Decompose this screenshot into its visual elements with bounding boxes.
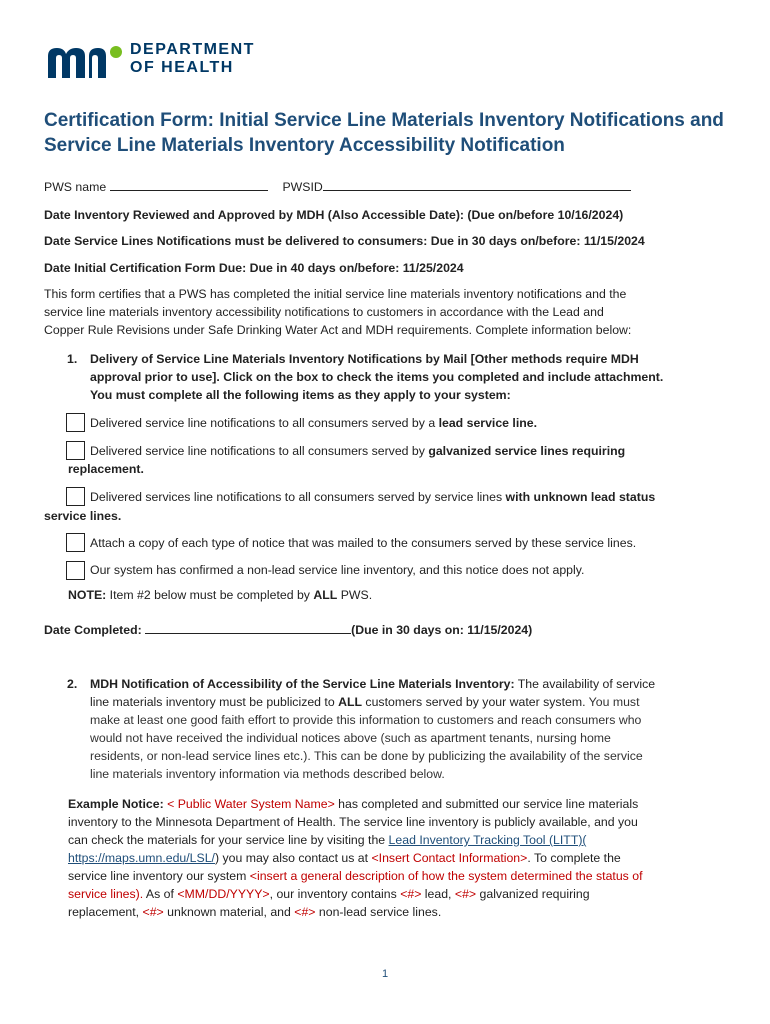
pwsid-field[interactable] [323,178,631,191]
litt-url-link[interactable]: https://maps.umn.edu/LSL/ [68,851,215,865]
mn-logo-icon [44,42,126,82]
checkbox-attach-copy[interactable] [66,533,85,552]
example-placeholder: <#> [294,905,316,919]
section2-bold: ALL [338,695,363,709]
intro-line: Copper Rule Revisions under Safe Drinking Water Act and MDH requirements. Complete information below: [44,323,632,337]
checkbox-unknown-lines[interactable] [66,487,85,506]
notifications-due: : Due in 30 days on/before: 11/15/2024 [423,234,645,248]
section1-line: approval prior to use]. Click on the box to check the items you completed and include attachment. [90,370,664,384]
checkbox-lead-lines[interactable] [66,413,85,432]
note [68,586,372,604]
section2-line: make at least one good faith effort to provide this information to customers and reach consumers who [90,713,642,727]
section1-number: 1. [67,352,78,366]
example-text: As of [143,887,178,901]
date-completed-label: Date Completed: [44,623,146,637]
example-text: galvanized requiring [476,887,590,901]
section2-line: would not have received the individual notices above (such as apartment tenants, nursing home [90,731,611,745]
item-text: Delivered service line notifications to all consumers served by [90,444,429,458]
example-text: unknown material, and [163,905,295,919]
note-text: Item #2 below must be completed by [106,588,314,602]
item-bold: with unknown lead status [505,490,656,504]
checkbox-galvanized-lines[interactable] [66,441,85,460]
example-text: non-lead service lines. [315,905,442,919]
section1-heading [90,350,740,404]
example-placeholder: <#> [454,887,477,901]
example-label: Example Notice: [68,797,164,811]
title-line-1: Certification Form: Initial Service Line Materials Inventory Notifications and [44,110,724,131]
example-text: service line inventory our system [68,869,250,883]
item-text: Delivered service line notifications to all consumers served by a [90,416,439,430]
page-number: 1 [381,968,389,980]
section2-text: You must [585,695,640,709]
item-unknown-cont: service lines. [44,509,122,523]
example-placeholder: <Insert Contact Information> [371,851,528,865]
section1-line: Delivery of Service Line Materials Inventory Notifications by Mail [Other methods require MDH [90,352,639,366]
org-name [130,42,255,76]
example-placeholder: <#> [400,887,422,901]
section2-line: line materials inventory information via methods described below. [90,767,445,781]
example-line [68,903,740,921]
example-placeholder: < Public Water System Name> [163,797,335,811]
section2-text: line materials inventory must be publicized to [90,695,339,709]
item-text: Delivered services line notifications to all consumers served by service lines [90,490,506,504]
example-line [68,795,740,813]
example-placeholder: <insert a general description of how the system determined the status of [249,869,643,883]
intro-paragraph [44,285,734,339]
example-line [68,831,740,849]
example-notice [68,795,740,921]
section2-body [90,675,740,783]
item-bold: galvanized service lines requiring [428,444,626,458]
example-text: has completed and submitted our service line materials [334,797,639,811]
pws-name-field[interactable] [110,178,268,191]
section2-number: 2. [67,677,78,691]
example-text: , our inventory contains [269,887,401,901]
example-text: ) you may also contact us at [214,851,372,865]
intro-line: This form certifies that a PWS has completed the initial service line materials inventory notifications and the [44,287,627,301]
example-line: inventory to the Minnesota Department of Health. The service line inventory is publicly available, and you [68,815,638,829]
item-lead-lines [90,414,537,432]
item-non-lead: Our system has confirmed a non-lead service line inventory, and this notice does not apply. [90,563,585,577]
section1-line: You must complete all the following items as they apply to your system: [90,388,511,402]
date-cert-due: Date Initial Certification Form Due: Due in 40 days on/before: 11/25/2024 [44,261,464,275]
date-completed-due: (Due in 30 days on: 11/15/2024) [351,623,533,637]
notifications-label: Date Service Lines Notifications must be delivered to consumers [44,234,424,248]
example-line [68,885,740,903]
date-completed [44,621,532,639]
section2-text: The availability of service [514,677,656,691]
item-unknown-lines [90,488,655,506]
section2-text: customers served by your water system. [362,695,586,709]
item-galvanized-lines [90,442,625,460]
pws-fields [44,178,631,196]
pwsid-label: PWSID [282,180,323,194]
pws-name-label: PWS name [44,180,107,194]
section2-line [90,675,740,693]
checkbox-non-lead[interactable] [66,561,85,580]
page-title [44,108,734,158]
example-text: can check the materials for your service line by visiting the [68,833,389,847]
note-text: PWS. [337,588,373,602]
example-text: replacement, [68,905,143,919]
date-notifications [44,232,645,250]
org-line-1: DEPARTMENT [130,41,255,58]
date-completed-field[interactable] [145,621,351,634]
title-line-2: Service Line Materials Inventory Accessibility Notification [44,135,565,156]
example-placeholder: <MM/DD/YYYY> [177,887,270,901]
litt-link[interactable]: Lead Inventory Tracking Tool (LITT)( [388,833,587,847]
org-line-2: OF HEALTH [130,59,234,76]
example-placeholder: service lines). [68,887,144,901]
example-line [68,867,740,885]
section2-lead: MDH Notification of Accessibility of the Service Line Materials Inventory: [90,677,515,691]
item-attach-copy: Attach a copy of each type of notice that was mailed to the consumers served by these service lines. [90,536,637,550]
date-reviewed: Date Inventory Reviewed and Approved by MDH (Also Accessible Date): (Due on/before 10/16/2024) [44,208,624,222]
note-bold: ALL [313,588,338,602]
example-line [68,849,740,867]
item-bold: lead service line. [438,416,538,430]
example-text: lead, [421,887,455,901]
item-galvanized-cont: replacement. [68,462,144,476]
section2-line [90,693,740,711]
note-label: NOTE: [68,588,107,602]
example-placeholder: <#> [142,905,164,919]
example-text: . To complete the [527,851,621,865]
intro-line: service line materials inventory accessibility notifications to customers in accordance with the Lead and [44,305,604,319]
section2-line: residents, or non-lead service lines etc.). This can be done by publicizing the availability of the service [90,749,643,763]
